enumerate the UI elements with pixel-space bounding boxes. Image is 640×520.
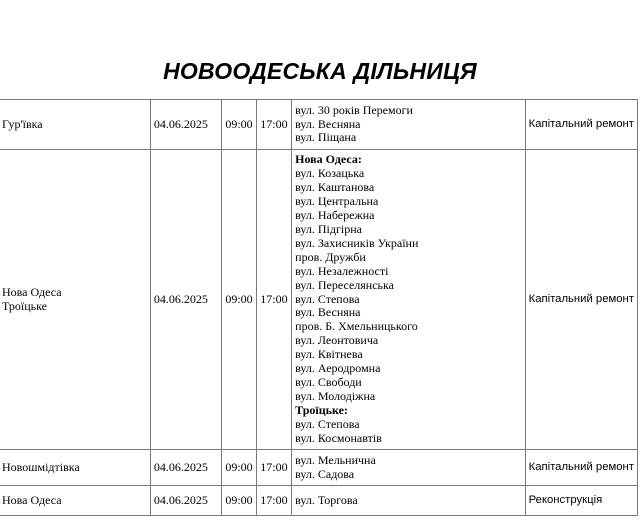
end-time-cell: 17:00 [257, 486, 292, 516]
end-time-cell: 17:00 [257, 450, 292, 486]
street-name: вул. Центральна [295, 194, 379, 209]
street-name: вул. Захисників України [295, 235, 419, 250]
date-cell: 04.06.2025 [150, 150, 221, 450]
street-name: вул. Садова [295, 466, 355, 481]
street-name: вул. Каштанова [295, 180, 375, 195]
table-row [0, 100, 638, 150]
street-name: вул. Космонавтів [295, 430, 382, 445]
street-name: вул. Весняна [295, 305, 361, 320]
location-name: Новошмідтівка [2, 459, 80, 474]
street-name: вул. Переселянська [295, 277, 394, 292]
end-time-cell: 17:00 [257, 100, 292, 150]
location-cell [0, 150, 150, 450]
street-name: вул. Квітнева [295, 347, 363, 362]
location-cell [0, 100, 150, 150]
street-name: вул. Леонтовича [295, 333, 379, 348]
streets-cell [292, 486, 525, 516]
street-name: вул. Степова [295, 416, 360, 431]
schedule-rows [0, 100, 638, 516]
page-title: НОВООДЕСЬКА ДІЛЬНИЦЯ [163, 58, 477, 84]
date-cell: 04.06.2025 [150, 100, 221, 150]
street-name: вул. Підгірна [295, 222, 362, 237]
street-name: вул. Аеродромна [295, 361, 381, 376]
streets-cell [292, 100, 525, 150]
location-name: Гур'ївка [2, 116, 43, 131]
street-name: вул. Торгова [295, 492, 358, 507]
streets-cell [292, 150, 525, 450]
street-name: вул. Весняна [295, 116, 361, 131]
location-cell [0, 450, 150, 486]
street-name: вул. Молодіжна [295, 388, 376, 403]
location-name: Троїцьке [2, 298, 47, 313]
work-type-cell: Реконструкція [525, 486, 637, 516]
settlement-heading: Троїцьке: [295, 402, 348, 417]
end-time-cell: 17:00 [257, 150, 292, 450]
location-name: Нова Одеса [2, 284, 62, 299]
table-row [0, 486, 638, 516]
street-name: пров. Дружби [295, 249, 366, 264]
street-name: вул. Свободи [295, 374, 362, 389]
location-cell [0, 486, 150, 516]
street-name: вул. Піщана [295, 130, 357, 145]
street-name: вул. Набережна [295, 208, 375, 223]
outage-schedule-table [0, 99, 638, 516]
street-name: вул. 30 років Перемоги [295, 102, 413, 117]
street-name: вул. Незалежності [295, 263, 389, 278]
date-cell: 04.06.2025 [150, 450, 221, 486]
street-name: вул. Козацька [295, 166, 365, 181]
street-name: вул. Мельнична [295, 452, 376, 467]
work-type-cell: Капітальний ремонт [525, 150, 637, 450]
streets-cell [292, 450, 525, 486]
settlement-heading: Нова Одеса: [295, 152, 362, 167]
street-name: вул. Степова [295, 291, 360, 306]
work-type-cell: Капітальний ремонт [525, 450, 637, 486]
table-row [0, 150, 638, 450]
start-time-cell: 09:00 [222, 150, 257, 450]
table-row [0, 450, 638, 486]
street-name: пров. Б. Хмельницького [295, 319, 418, 334]
date-cell: 04.06.2025 [150, 486, 221, 516]
work-type-cell: Капітальний ремонт [525, 100, 637, 150]
location-name: Нова Одеса [2, 492, 62, 507]
start-time-cell: 09:00 [222, 486, 257, 516]
start-time-cell: 09:00 [222, 450, 257, 486]
start-time-cell: 09:00 [222, 100, 257, 150]
